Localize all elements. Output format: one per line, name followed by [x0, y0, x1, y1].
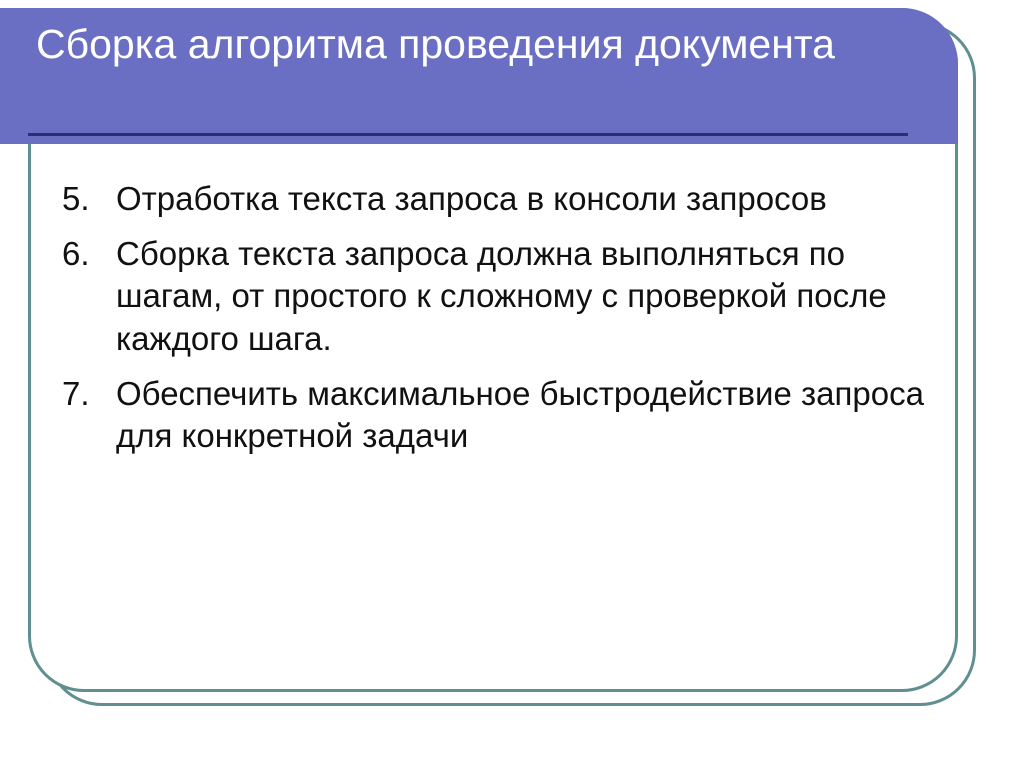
list-item — [62, 178, 952, 220]
bullet-list — [62, 178, 952, 457]
slide-body — [62, 178, 952, 470]
title-banner — [0, 8, 958, 144]
list-item-number: 7. — [62, 374, 90, 412]
list-item-text: Обеспечить максимальное быстродействие запроса для конкретной задачи — [116, 374, 924, 455]
list-item-text: Отработка текста запроса в консоли запросов — [116, 180, 827, 217]
title-divider — [28, 133, 908, 136]
list-item — [62, 233, 952, 360]
list-item-text: Сборка текста запроса должна выполняться по шагам, от простого к сложному с проверкой после каждого шага. — [116, 235, 887, 357]
list-item-number: 6. — [62, 235, 90, 273]
page-title: Сборка алгоритма проведения документа — [36, 21, 835, 67]
list-item-number: 5. — [62, 180, 90, 217]
list-item — [62, 373, 952, 457]
